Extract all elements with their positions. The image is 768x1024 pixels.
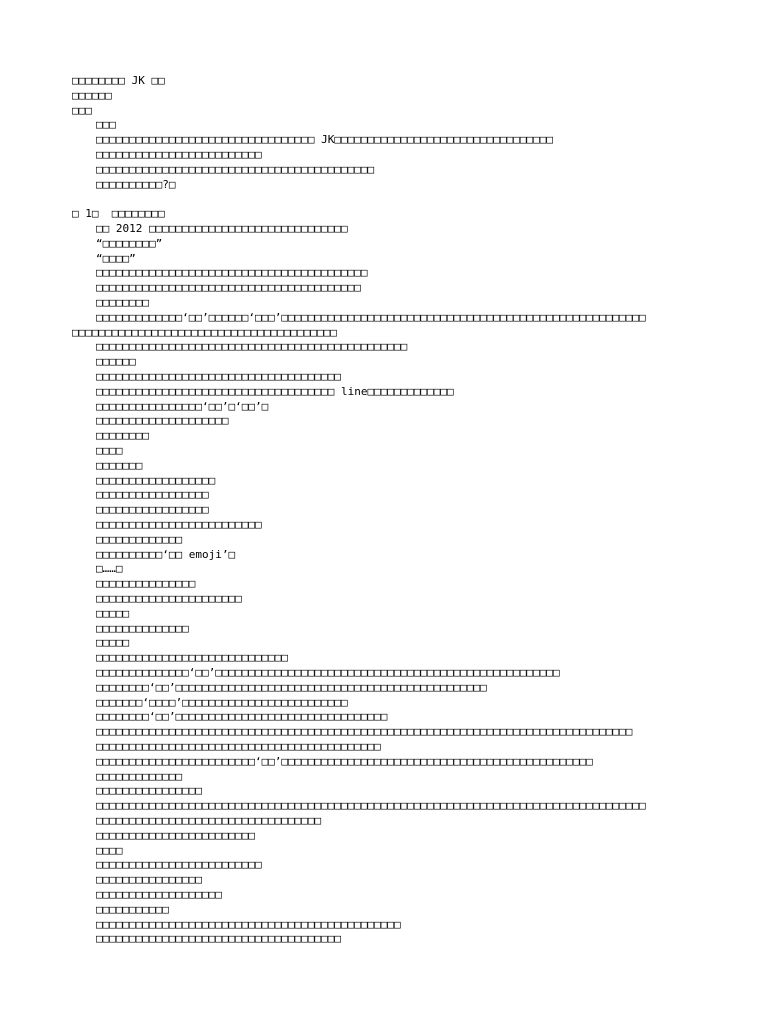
text-line: □□□□□□□□□□□□□□□□□□□□: [96, 414, 229, 428]
text-line: □□□□□□□□□□□□□□□□□: [96, 488, 209, 502]
text-line: □□□□□□□□□□□□□□□□□□□□□□□□□□□□□□□□□□: [96, 814, 322, 827]
text-line: □□□□: [96, 843, 123, 857]
text-line: □□□□□□□□□□□□□□□□□□□□□□□□: [96, 828, 255, 842]
text-line: □□□□□□□□□□□□□□□□□□: [96, 473, 216, 487]
text-line: □□□□□□□□□□□□□□□□□: [96, 503, 209, 517]
text-line: □□□□□□□□□□□□□□□□‘□□’□‘□□’□: [96, 399, 269, 413]
text-line: □□□□□□□□□□□□□□: [96, 621, 189, 635]
text-line: □□□□□□□□□□□□□□□□□□□□□□□□□: [96, 148, 262, 161]
text-line: □□□□□□□□□□□□□□‘□□’□□□□□□□□□□□□□□□□□□□□□□□□□□□□□□□□□□□□□□□□□□□□□□□□□□□□: [96, 666, 560, 679]
text-line: □□□□□□□□□□□□□‘□□’□□□□□□‘□□□’□□□□□□□□□□□□□□□□□□□□□□□□□□□□□□□□□□□□□□□□□□□□□□□□□□□□□□□: [96, 310, 646, 324]
text-line: □……□: [96, 562, 123, 576]
text-line: □□□□□□□□□□□□□□□□□□□□□□□□□□□□□□□□□□□□□: [96, 932, 342, 946]
text-line: □□□□□□□□□□□□□□□□□□□□□□□□□□□□□□□□□□□□□□□□□□□□□□□□□□□□□□□□□□□□□□□□□□□□□□□□□□□□□□□□□□□: [96, 799, 646, 813]
text-line: □□□□□□□□□□□□□□□□□□□□□□□□□□□□□□□□□□□□□□□□: [72, 325, 337, 339]
text-line: □□□□□□□□□□□□□□□□□□□□□□□□‘□□’□□□□□□□□□□□□□□□□□□□□□□□□□□□□□□□□□□□□□□□□□□□□□□□: [96, 754, 593, 768]
text-line: □□□□□□□□□□□□□□□□□□□□□□□□□□□□□□□□□□□□ line□□□□□□□□□□□□□: [96, 384, 454, 398]
text-line: □□□□□□□□□□□□□□□□□□□□□□□□□: [96, 858, 262, 872]
text-line: □□□□□□□□: [96, 296, 149, 309]
text-line: □□□□□□□□□□□□□□□□: [96, 784, 202, 798]
text-line: □□□□□□□□□□□□□□□□□□□□□□□□□□□□□□□□□□□□□: [96, 370, 342, 383]
text-line: □□□□□□: [96, 355, 136, 369]
text-line: □□□□□□□□□□□□□□□□□□□□□□□□□□□□□□□□□□□□□□□□□□□□□□□: [96, 340, 408, 354]
text-line: “□□□□”: [96, 251, 136, 265]
text-line: □□□□□□□□□□□□□□□□: [96, 873, 202, 887]
text-line: □□□□□□□□□□□: [96, 902, 169, 916]
text-line: □□□□□□□□□□□□□□□□□□□□□□□□□□□□□□□□□□□□□□□□□□□□□□: [96, 917, 401, 931]
text-line: □□□□□□□‘□□□□’□□□□□□□□□□□□□□□□□□□□□□□□□: [96, 695, 348, 709]
text-line: □□□□□□□□□□□□□□□□□□□□□□□□□□□□□□□□□□□□□□□□: [96, 281, 361, 295]
text-line: “□□□□□□□□”: [96, 236, 163, 250]
text-line: □□□□□: [96, 606, 130, 620]
text-line: □□□□□□□□□□□□□□□□□□□□□□□□□□□□□□□□□□□□□□□□□: [96, 266, 368, 280]
text-line: □□□□□□□□□□‘□□ emoji’□: [96, 547, 236, 561]
text-line: □□□□□□□□‘□□’□□□□□□□□□□□□□□□□□□□□□□□□□□□□□□□□□□□□□□□□□□□□□□□: [96, 680, 487, 694]
text-line: □□□□□□□□□□□□□: [96, 532, 183, 546]
text-line: □□□□□□□□□□□□□: [96, 769, 183, 783]
text-line: □□□□□□□□□□□□□□□□□□□□□□□□□□□□□: [96, 651, 289, 665]
text-line: □□□: [72, 103, 92, 117]
text-line: □□□□□□□□□□□□□□□: [96, 577, 196, 591]
text-line: □□□□□□□□□□□□□□□□□□□□□□□□□□□□□□□□□□□□□□□□□□: [96, 162, 375, 176]
text-line: □□□□□□□□‘□□’□□□□□□□□□□□□□□□□□□□□□□□□□□□□□□□□: [96, 710, 388, 724]
text-line: □□□: [96, 118, 116, 132]
text-line: □□□□□□: [72, 88, 112, 102]
text-line: □□□□□□□□□□□□□□□□□□□□□□□□□□□□□□□□□□□□□□□□□□□□□□□□□□□□□□□□□□□□□□□□□□□□□□□□□□□□□□□□□: [96, 725, 633, 739]
text-line: □□□□□□□□□□□□□□□□□□□□□□□□□□□□□□□□□□□□□□□□□□□: [96, 740, 381, 753]
text-line: □□□□□□□□□□□□□□□□□□□: [96, 888, 222, 901]
text-line: □□□□□□□□□□?□: [96, 177, 176, 191]
text-line: □□ 2012 □□□□□□□□□□□□□□□□□□□□□□□□□□□□□□: [96, 222, 348, 235]
text-line: □□□□□: [96, 636, 130, 650]
text-line: □□□□: [96, 444, 123, 457]
text-line: □□□□□□□□□□□□□□□□□□□□□□: [96, 592, 242, 605]
text-line: □□□□□□□□□□□□□□□□□□□□□□□□□□□□□□□□□ JK□□□□□□□□□□□□□□□□□□□□□□□□□□□□□□□□□: [96, 133, 553, 147]
text-line: □□□□□□□□: [96, 429, 149, 443]
text-line: □□□□□□□: [96, 458, 143, 472]
text-line: □□□□□□□□□□□□□□□□□□□□□□□□□: [96, 518, 262, 531]
text-line: □ 1□ □□□□□□□□: [72, 207, 165, 221]
text-line: □□□□□□□□ JK □□: [72, 74, 165, 87]
